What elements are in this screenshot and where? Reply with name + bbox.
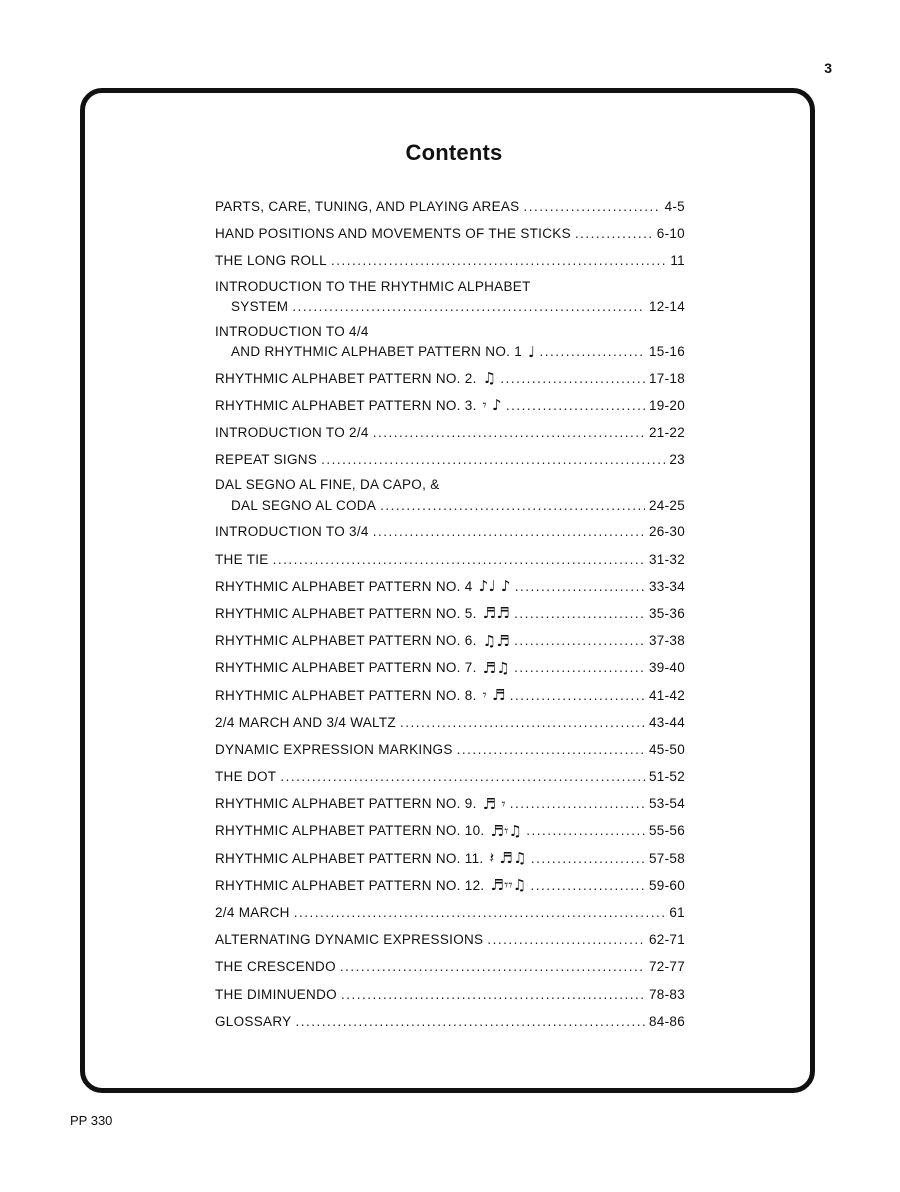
toc-entry [215,953,685,980]
dot-leader [321,452,665,467]
toc-entry-label: RHYTHMIC ALPHABET PATTERN NO. 11. [215,850,484,866]
toc-entry-label: RHYTHMIC ALPHABET PATTERN NO. 4 [215,578,473,594]
toc-entry [215,681,685,708]
toc-entry-label: THE LONG ROLL [215,253,327,269]
toc-entry-pages: 37-38 [648,633,685,649]
toc-entry-label: RHYTHMIC ALPHABET PATTERN NO. 8. [215,687,477,703]
dot-leader [531,878,645,893]
rhythm-notation-icon: ♬♬ [482,604,511,623]
dot-leader [380,498,645,513]
toc-entry-label: RHYTHMIC ALPHABET PATTERN NO. 12. [215,877,485,893]
toc-entry [215,817,685,844]
dot-leader [373,425,645,440]
dot-leader [514,633,645,648]
toc-entry-pages: 15-16 [648,344,685,360]
toc-entry-label: INTRODUCTION TO 4/4 [215,323,369,339]
toc-entry [215,320,685,365]
toc-entry-label: RHYTHMIC ALPHABET PATTERN NO. 6. [215,633,477,649]
toc-entry [215,790,685,817]
toc-entry-label: THE DIMINUENDO [215,986,337,1002]
toc-entry [215,926,685,953]
dot-leader [539,344,645,359]
toc-entry [215,654,685,681]
rhythm-notation-icon: ♬ 𝄾 [482,794,506,813]
toc-entry [215,981,685,1008]
dot-leader [487,932,645,947]
toc-entry-label: RHYTHMIC ALPHABET PATTERN NO. 5. [215,605,477,621]
toc-entry [215,546,685,573]
rhythm-notation-icon: 𝄾 ♬ [482,686,506,705]
toc-entry-label: REPEAT SIGNS [215,452,318,468]
toc-entry-label: INTRODUCTION TO THE RHYTHMIC ALPHABET [215,278,531,294]
toc-entry [215,392,685,419]
toc-entry [215,736,685,763]
toc-entry-pages: 31-32 [648,551,685,567]
toc-entry-label: INTRODUCTION TO 3/4 [215,524,369,540]
toc-entry [215,845,685,872]
toc-entry-pages: 24-25 [648,497,685,513]
rhythm-notation-icon: ♬♫ [482,658,511,677]
dot-leader [340,959,645,974]
toc-entry [215,365,685,392]
rhythm-notation-icon: 𝄾 ♪ [482,396,502,415]
dot-leader [523,199,660,214]
toc-entry-pages: 62-71 [648,932,685,948]
dot-leader [531,851,645,866]
toc-entry-pages: 57-58 [648,850,685,866]
toc-entry [215,220,685,247]
toc-entry-label: INTRODUCTION TO 2/4 [215,425,369,441]
table-of-contents [215,193,685,1035]
page-number: 3 [824,60,832,76]
toc-entry-label-continued: AND RHYTHMIC ALPHABET PATTERN NO. 1 [231,344,523,360]
toc-entry-label: RHYTHMIC ALPHABET PATTERN NO. 10. [215,823,485,839]
toc-entry-pages: 55-56 [648,823,685,839]
toc-entry-label: 2/4 MARCH [215,905,290,921]
dot-leader [294,905,666,920]
dot-leader [295,1014,645,1029]
toc-entry-label: RHYTHMIC ALPHABET PATTERN NO. 9. [215,796,477,812]
toc-entry-pages: 61 [669,905,685,921]
dot-leader [510,796,645,811]
dot-leader [341,987,645,1002]
toc-entry-pages: 6-10 [656,226,685,242]
toc-entry-label-continued: SYSTEM [231,299,289,315]
toc-entry-pages: 19-20 [648,397,685,413]
rhythm-notation-icon: ♫ [482,369,497,388]
rhythm-notation-icon: ♬𝄾♫ [490,821,523,840]
toc-entry-pages: 41-42 [648,687,685,703]
toc-entry [215,419,685,446]
toc-entry [215,275,685,320]
toc-entry-label: HAND POSITIONS AND MOVEMENTS OF THE STICKS [215,226,571,242]
dot-leader [510,688,645,703]
dot-leader [331,253,666,268]
toc-entry-pages: 43-44 [648,714,685,730]
toc-entry-label: PARTS, CARE, TUNING, AND PLAYING AREAS [215,199,520,215]
toc-entry-pages: 35-36 [648,605,685,621]
toc-entry [215,247,685,274]
toc-entry-label: 2/4 MARCH AND 3/4 WALTZ [215,714,396,730]
toc-entry-label: GLOSSARY [215,1013,292,1029]
toc-entry-label: THE DOT [215,769,277,785]
toc-entry [215,473,685,518]
rhythm-notation-icon: ♬𝄾𝄾♫ [490,876,527,895]
rhythm-notation-icon: ♫♬ [482,631,511,650]
dot-leader [400,715,645,730]
toc-entry [215,709,685,736]
rhythm-notation-icon: ♪♩ ♪ [478,577,511,596]
toc-entry [215,872,685,899]
toc-entry-label: RHYTHMIC ALPHABET PATTERN NO. 7. [215,660,477,676]
toc-entry-pages: 84-86 [648,1013,685,1029]
rhythm-notation-icon: 𝄽 ♬♫ [489,849,527,868]
toc-entry-pages: 17-18 [648,370,685,386]
dot-leader [273,552,645,567]
toc-entry-pages: 33-34 [648,578,685,594]
rhythm-notation-icon: ♩ [528,342,536,361]
toc-entry-pages: 78-83 [648,986,685,1002]
catalog-number: PP 330 [70,1113,113,1128]
toc-entry [215,627,685,654]
toc-entry-pages: 12-14 [648,299,685,315]
toc-entry-pages: 39-40 [648,660,685,676]
toc-entry-label-continued: DAL SEGNO AL CODA [231,497,377,513]
toc-entry [215,899,685,926]
toc-entry [215,573,685,600]
toc-entry-label: THE CRESCENDO [215,959,336,975]
page-title: Contents [405,140,503,165]
toc-entry-pages: 26-30 [648,524,685,540]
dot-leader [515,579,645,594]
dot-leader [500,371,645,386]
toc-entry [215,1008,685,1035]
toc-entry [215,600,685,627]
dot-leader [506,398,645,413]
toc-entry [215,446,685,473]
dot-leader [457,742,645,757]
toc-entry-pages: 21-22 [648,425,685,441]
toc-entry-label: ALTERNATING DYNAMIC EXPRESSIONS [215,932,484,948]
toc-entry-label: RHYTHMIC ALPHABET PATTERN NO. 3. [215,397,477,413]
dot-leader [292,299,645,314]
toc-entry [215,763,685,790]
dot-leader [280,769,645,784]
toc-entry [215,518,685,545]
dot-leader [514,606,645,621]
toc-entry-pages: 72-77 [648,959,685,975]
toc-entry-pages: 51-52 [648,769,685,785]
dot-leader [373,524,645,539]
toc-entry-pages: 23 [669,452,685,468]
toc-entry-label: DAL SEGNO AL FINE, DA CAPO, & [215,477,440,493]
dot-leader [526,823,645,838]
toc-entry-pages: 59-60 [648,877,685,893]
toc-entry-label: THE TIE [215,551,269,567]
toc-entry-label: DYNAMIC EXPRESSION MARKINGS [215,741,453,757]
toc-entry-pages: 45-50 [648,741,685,757]
toc-entry-pages: 4-5 [664,199,685,215]
toc-entry-pages: 53-54 [648,796,685,812]
toc-entry-label: RHYTHMIC ALPHABET PATTERN NO. 2. [215,370,477,386]
toc-entry [215,193,685,220]
dot-leader [575,226,653,241]
toc-entry-pages: 11 [670,253,685,269]
dot-leader [514,660,645,675]
